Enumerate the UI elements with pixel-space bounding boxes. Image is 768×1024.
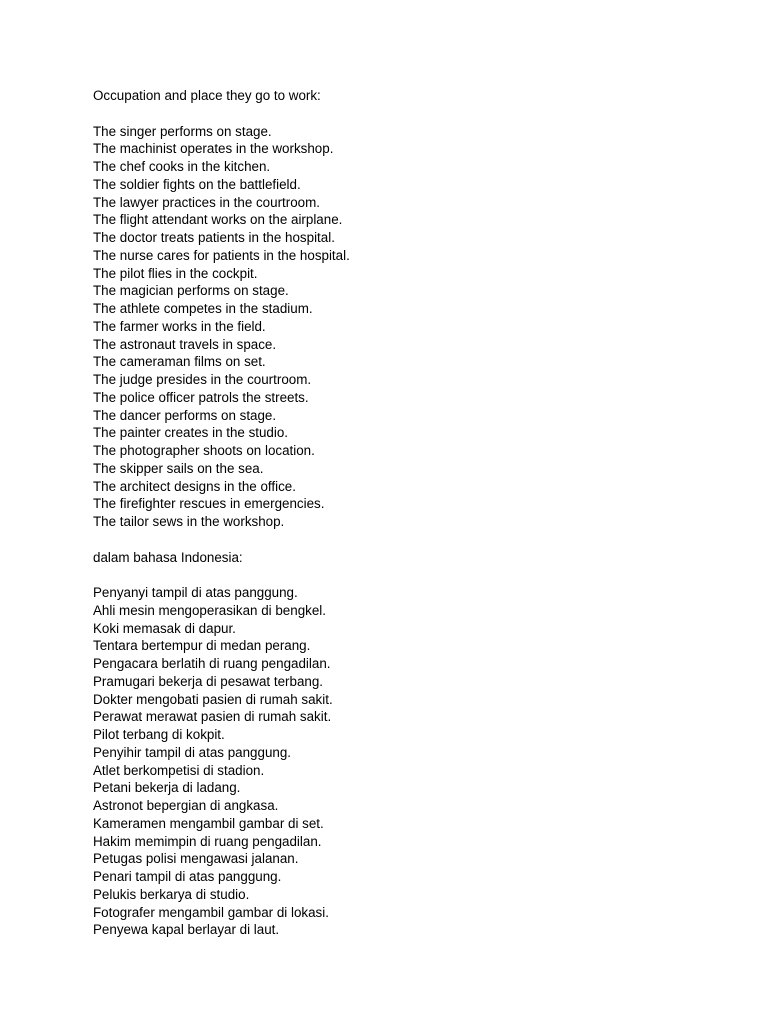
english-sentence: The chef cooks in the kitchen. [93,159,271,174]
english-sentence: The painter creates in the studio. [93,425,289,441]
indonesian-sentence: Pelukis berkarya di studio. [93,886,250,902]
english-sentence: The skipper sails on the sea. [93,460,264,476]
english-sentence: The magician performs on stage. [93,283,289,299]
indonesian-sentence: Hakim memimpin di ruang pengadilan. [93,833,322,849]
english-sentence: The cameraman films on set. [93,354,266,370]
english-sentence: The farmer works in the field. [93,318,266,334]
document-body [93,87,350,939]
indonesian-sentence: Penari tampil di atas panggung. [93,869,282,884]
indonesian-sentence: Tentara bertempur di medan perang. [93,638,311,654]
spacer [93,566,350,584]
english-sentence: The judge presides in the courtroom. [93,372,312,387]
indonesian-sentence-list [93,584,350,939]
english-sentence: The dancer performs on stage. [93,407,277,423]
indonesian-sentence: Petugas polisi mengawasi jalanan. [93,851,299,867]
english-sentence: The singer performs on stage. [93,123,272,139]
english-sentence: The architect designs in the office. [93,478,296,494]
indonesian-sentence: Perawat merawat pasien di rumah sakit. [93,709,332,725]
indonesian-sentence: Pramugari bekerja di pesawat terbang. [93,673,324,689]
english-sentence: The machinist operates in the workshop. [93,141,334,157]
indonesian-sentence: Petani bekerja di ladang. [93,780,241,796]
indonesian-sentence: Ahli mesin mengoperasikan di bengkel. [93,602,326,618]
spacer [93,105,350,123]
english-sentence: The pilot flies in the cockpit. [93,265,258,281]
indonesian-sentence: Pilot terbang di kokpit. [93,727,225,742]
indonesian-sentence: Penyewa kapal berlayar di laut. [93,922,280,938]
english-sentence: The police officer patrols the streets. [93,389,309,405]
english-sentence: The astronaut travels in space. [93,336,277,352]
english-sentence: The lawyer practices in the courtroom. [93,194,320,210]
indonesian-sentence: Koki memasak di dapur. [93,620,236,636]
english-sentence: The photographer shoots on location. [93,443,315,458]
spacer [93,531,350,549]
english-sentence: The nurse cares for patients in the hospital. [93,247,350,263]
english-sentence: The tailor sews in the workshop. [93,514,285,529]
indonesian-sentence: Fotografer mengambil gambar di lokasi. [93,904,329,920]
english-sentence: The flight attendant works on the airplane. [93,212,343,228]
english-sentence: The doctor treats patients in the hospital. [93,230,335,245]
indonesian-heading: dalam bahasa Indonesia: [93,549,243,565]
english-sentence: The athlete competes in the stadium. [93,301,313,316]
english-sentence-list [93,123,350,531]
english-sentence: The soldier fights on the battlefield. [93,176,301,192]
indonesian-sentence: Pengacara berlatih di ruang pengadilan. [93,656,331,671]
indonesian-sentence: Astronot bepergian di angkasa. [93,798,279,813]
english-heading: Occupation and place they go to work: [93,88,321,103]
indonesian-sentence: Dokter mengobati pasien di rumah sakit. [93,691,333,707]
indonesian-sentence: Penyanyi tampil di atas panggung. [93,585,298,600]
indonesian-sentence: Atlet berkompetisi di stadion. [93,762,265,778]
indonesian-sentence: Kameramen mengambil gambar di set. [93,815,324,831]
indonesian-sentence: Penyihir tampil di atas panggung. [93,744,292,760]
english-sentence: The firefighter rescues in emergencies. [93,496,325,512]
